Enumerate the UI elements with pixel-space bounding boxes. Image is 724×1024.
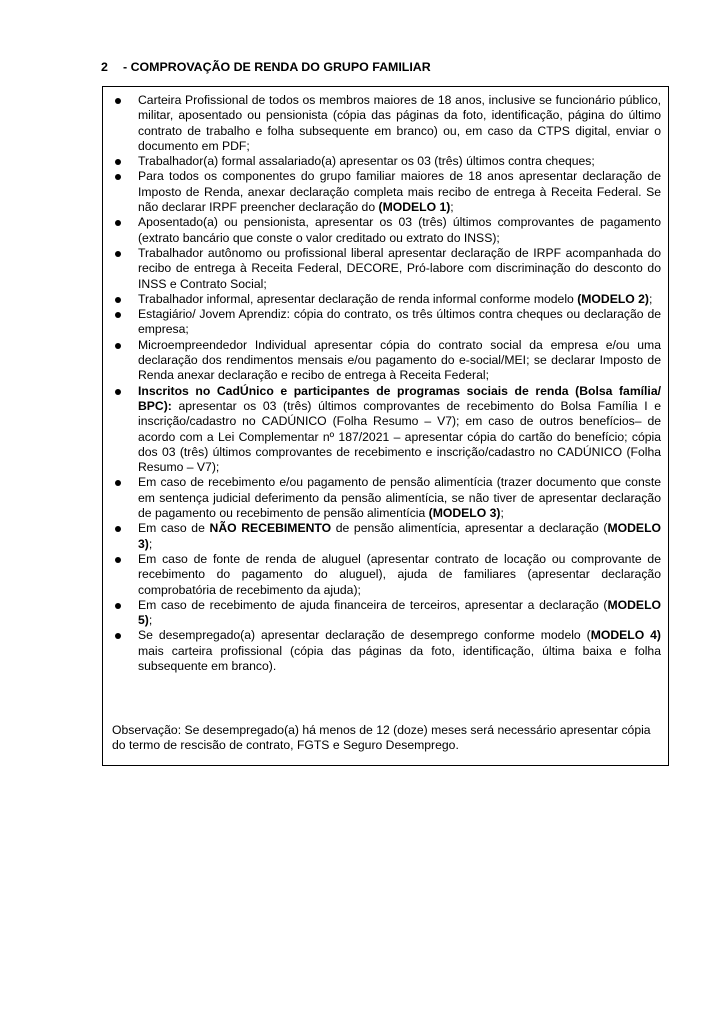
item-text: Carteira Profissional de todos os membros maiores de 18 anos, inclusive se funcionário público, militar, aposentado ou pensionista (cópia das páginas da foto, identificação, página do último contrato de trabalho e folha subsequente em branco) ou, em caso da CTPS digital, enviar o documento em PDF; bbox=[138, 93, 661, 153]
list-item bbox=[103, 307, 668, 338]
section-title: - COMPROVAÇÃO DE RENDA DO GRUPO FAMILIAR bbox=[123, 60, 431, 74]
bullet-icon bbox=[115, 159, 121, 165]
requirements-box bbox=[102, 86, 669, 766]
item-text: Se desempregado(a) apresentar declaração de desemprego conforme modelo ( bbox=[138, 628, 591, 643]
bullet-icon bbox=[115, 526, 121, 532]
list-item bbox=[103, 552, 668, 598]
list-item bbox=[103, 169, 668, 215]
bullet-icon bbox=[115, 389, 121, 395]
observation-note: Observação: Se desempregado(a) há menos de 12 (doze) meses será necessário apresentar cópia do termo de rescisão de contrato, FGTS e Seguro Desemprego. bbox=[112, 723, 651, 753]
item-text: ; bbox=[649, 291, 653, 306]
list-item bbox=[103, 521, 668, 552]
section-heading bbox=[101, 60, 431, 74]
bullet-icon bbox=[115, 312, 121, 318]
bullet-icon bbox=[115, 603, 121, 609]
bullet-icon bbox=[115, 251, 121, 257]
item-text: de pensão alimentícia, apresentar a declaração ( bbox=[331, 521, 608, 536]
bullet-icon bbox=[115, 480, 121, 486]
item-text: ; bbox=[148, 613, 153, 628]
list-item bbox=[103, 215, 668, 246]
item-text: Trabalhador informal, apresentar declaração de renda informal conforme modelo bbox=[138, 291, 578, 306]
requirements-list bbox=[103, 93, 668, 674]
item-text: Para todos os componentes do grupo familiar maiores de 18 anos apresentar declaração de Imposto de Renda, anexar declaração completa mais recibo de entrega à Receita Federal. Se não declarar IRPF preencher declaração do bbox=[138, 169, 661, 215]
list-item bbox=[103, 475, 668, 521]
item-text-bold: (MODELO 1) bbox=[378, 200, 451, 215]
list-item bbox=[103, 292, 668, 307]
item-text: Em caso de fonte de renda de aluguel (apresentar contrato de locação ou comprovante de recebimento do pagamento do aluguel), ajuda de familiares (apresentar declaração comprobatória de recebimento da ajuda); bbox=[138, 551, 661, 597]
list-item bbox=[103, 93, 668, 154]
bullet-icon bbox=[115, 343, 121, 349]
item-text: Em caso de bbox=[138, 521, 210, 536]
item-text: apresentar os 03 (três) últimos comprovantes de recebimento do Bolsa Família I e inscrição/cadastro no CADÚNICO (Folha Resumo – V7); em caso de outros benefícios– de acordo com a Lei Complementar nº 187/2021 – apresentar cópia do cartão do benefício; cópia dos 03 (três) últimos comprovantes de recebimento e inscrição/cadastro no CADÚNICO (Folha Resumo – V7); bbox=[138, 398, 661, 475]
item-text: ; bbox=[500, 506, 504, 521]
bullet-icon bbox=[115, 633, 121, 639]
item-text: Em caso de recebimento de ajuda financeira de terceiros, apresentar a declaração ( bbox=[138, 597, 608, 612]
item-text: Estagiário/ Jovem Aprendiz: cópia do contrato, os três últimos contra cheques ou declaração de empresa; bbox=[138, 307, 661, 337]
bullet-icon bbox=[115, 557, 121, 563]
item-text-bold: Inscritos no CadÚnico e participantes de programas sociais de renda (Bolsa família/ BPC): bbox=[138, 383, 661, 413]
list-item bbox=[103, 154, 668, 169]
item-text: Aposentado(a) ou pensionista, apresentar os 03 (três) últimos comprovantes de pagamento (extrato bancário que conste o valor creditado ou extrato do INSS); bbox=[138, 215, 661, 245]
item-text: ; bbox=[148, 536, 153, 551]
item-text: Trabalhador autônomo ou profissional liberal apresentar declaração de IRPF acompanhada do recibo de entrega à Receita Federal, DECORE, Pró-labore com discriminação do desconto do INSS e Contrato Social; bbox=[138, 245, 661, 291]
bullet-icon bbox=[115, 297, 121, 303]
item-text: Trabalhador(a) formal assalariado(a) apresentar os 03 (três) últimos contra cheques; bbox=[138, 154, 595, 169]
item-text: ; bbox=[450, 200, 454, 215]
section-number: 2 bbox=[101, 60, 108, 74]
list-item bbox=[103, 384, 668, 476]
item-text-bold: (MODELO 3) bbox=[428, 506, 501, 521]
list-item bbox=[103, 246, 668, 292]
item-text-bold: MODELO 5) bbox=[138, 597, 661, 628]
item-text: mais carteira profissional (cópia das páginas da foto, identificação, última baixa e folha subsequente em branco). bbox=[138, 643, 661, 673]
item-text-bold: NÃO RECEBIMENTO bbox=[209, 521, 332, 536]
item-text-bold: (MODELO 2) bbox=[577, 291, 649, 306]
list-item bbox=[103, 598, 668, 629]
list-item bbox=[103, 338, 668, 384]
item-text: Em caso de recebimento e/ou pagamento de pensão alimentícia (trazer documento que conste em sentença judicial deferimento da pensão alimentícia, se não tiver de apresentar declaração de pagamento ou recebimento de pensão alimentícia bbox=[138, 475, 661, 521]
bullet-icon bbox=[115, 220, 121, 226]
item-text-bold: MODELO 3) bbox=[138, 521, 661, 551]
item-text-bold: MODELO 4) bbox=[590, 628, 661, 643]
bullet-icon bbox=[115, 174, 121, 180]
list-item bbox=[103, 628, 668, 674]
item-text: Microempreendedor Individual apresentar cópia do contrato social da empresa e/ou uma declaração dos rendimentos mensais e/ou pagamento do e-social/MEI; se declarar Imposto de Renda anexar declaração e recibo de entrega à Receita Federal; bbox=[138, 337, 661, 383]
bullet-icon bbox=[115, 98, 121, 104]
